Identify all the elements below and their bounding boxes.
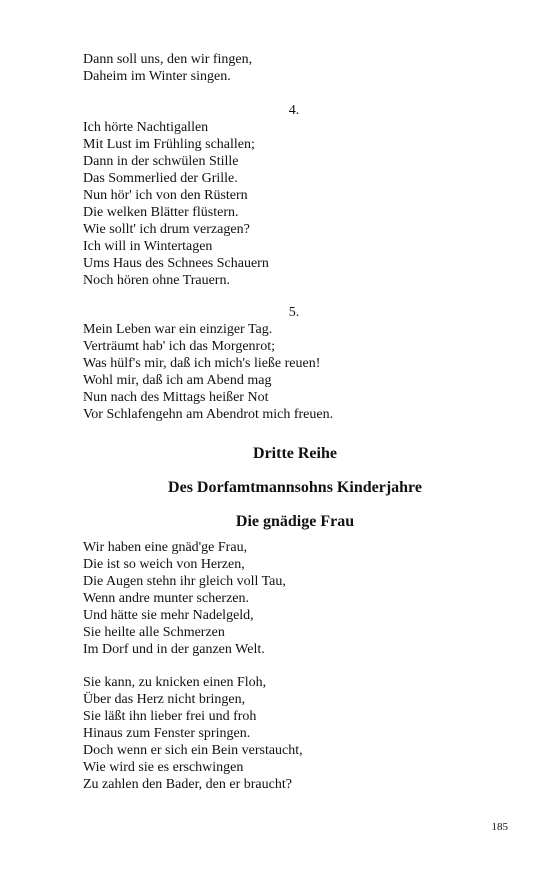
verse-line: Ich hörte Nachtigallen bbox=[83, 120, 209, 135]
cycle-heading: Des Dorfamtmannsohns Kinderjahre bbox=[168, 479, 422, 496]
verse-line: Das Sommerlied der Grille. bbox=[83, 171, 238, 186]
verse-line: Ums Haus des Schnees Schauern bbox=[83, 256, 269, 271]
verse-line: Im Dorf und in der ganzen Welt. bbox=[83, 642, 265, 657]
verse-line: Daheim im Winter singen. bbox=[83, 69, 231, 84]
verse-line: Ich will in Wintertagen bbox=[83, 239, 213, 254]
verse-line: Verträumt hab' ich das Morgenrot; bbox=[83, 339, 275, 354]
stanza-section-5 bbox=[83, 321, 483, 423]
verse-line: Die ist so weich von Herzen, bbox=[83, 557, 245, 572]
verse-line: Sie kann, zu knicken einen Floh, bbox=[83, 675, 267, 690]
verse-line: Doch wenn er sich ein Bein verstaucht, bbox=[83, 743, 303, 758]
poem-title: Die gnädige Frau bbox=[235, 513, 355, 530]
verse-line: Sie läßt ihn lieber frei und froh bbox=[83, 709, 257, 724]
verse-line: Wenn andre munter scherzen. bbox=[83, 591, 250, 606]
verse-line: Die Augen stehn ihr gleich voll Tau, bbox=[83, 574, 286, 589]
verse-line: Wie sollt' ich drum verzagen? bbox=[83, 222, 250, 237]
verse-line: Wie wird sie es erschwingen bbox=[83, 760, 244, 775]
stanza-top bbox=[83, 51, 483, 85]
verse-line: Nun hör' ich von den Rüstern bbox=[83, 188, 248, 203]
verse-line: Nun nach des Mittags heißer Not bbox=[83, 390, 269, 405]
poem-stanza-1 bbox=[83, 539, 483, 658]
verse-line: Und hätte sie mehr Nadelgeld, bbox=[83, 608, 254, 623]
verse-line: Die welken Blätter flüstern. bbox=[83, 205, 239, 220]
verse-line: Hinaus zum Fenster springen. bbox=[83, 726, 251, 741]
verse-line: Wohl mir, daß ich am Abend mag bbox=[83, 373, 272, 388]
section-number-4: 4. bbox=[288, 103, 300, 118]
verse-line: Sie heilte alle Schmerzen bbox=[83, 625, 225, 640]
page-number: 185 bbox=[491, 821, 508, 833]
verse-line: Dann in der schwülen Stille bbox=[83, 154, 239, 169]
verse-line: Was hülf's mir, daß ich mich's ließe reuen! bbox=[83, 356, 321, 371]
verse-line: Wir haben eine gnäd'ge Frau, bbox=[83, 540, 248, 555]
stanza-section-4 bbox=[83, 119, 483, 289]
verse-line: Über das Herz nicht bringen, bbox=[83, 692, 246, 707]
verse-line: Mit Lust im Frühling schallen; bbox=[83, 137, 255, 152]
verse-line: Vor Schlafengehn am Abendrot mich freuen. bbox=[83, 407, 334, 422]
verse-line: Mein Leben war ein einziger Tag. bbox=[83, 322, 273, 337]
verse-line: Dann soll uns, den wir fingen, bbox=[83, 52, 253, 67]
section-number-5: 5. bbox=[288, 305, 300, 320]
poem-stanza-2 bbox=[83, 674, 483, 793]
verse-line: Zu zahlen den Bader, den er braucht? bbox=[83, 777, 292, 792]
verse-line: Noch hören ohne Trauern. bbox=[83, 273, 230, 288]
series-heading: Dritte Reihe bbox=[253, 445, 337, 462]
